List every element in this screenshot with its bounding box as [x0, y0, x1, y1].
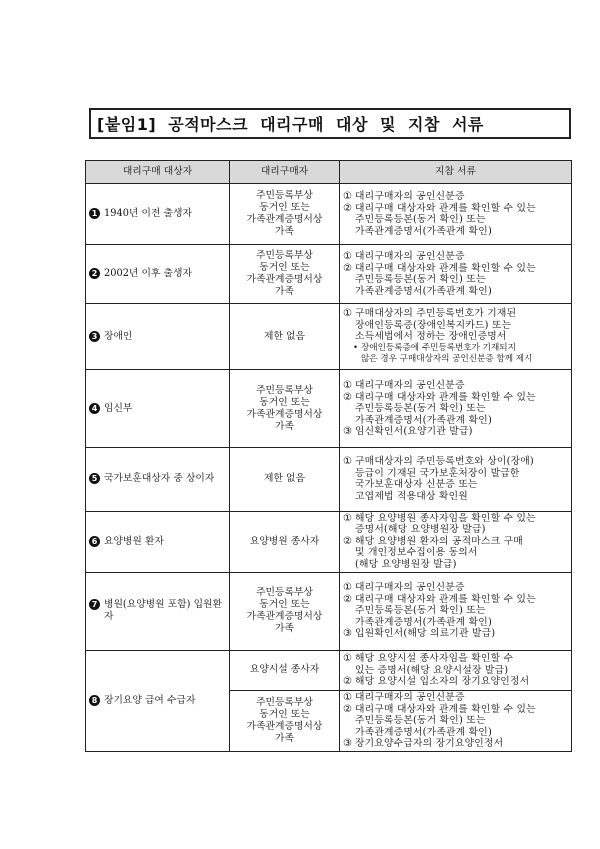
target-label: 2002년 이후 출생자	[104, 268, 192, 280]
doc-text: 및 개인정보수집이용 동의서	[355, 547, 478, 559]
header-agent: 대리구매자	[230, 161, 340, 184]
doc-line	[343, 274, 568, 286]
docs-cell	[340, 690, 572, 751]
doc-line	[343, 676, 568, 688]
doc-line	[343, 653, 568, 665]
target-label: 병원(요양병원 포함) 입원환자	[104, 599, 222, 623]
target-wrap	[89, 599, 226, 623]
target-label: 요양병원 환자	[104, 535, 164, 547]
doc-line	[343, 715, 568, 727]
doc-line	[343, 380, 568, 392]
doc-text: 가족관계증명서(가족관계 확인)	[355, 225, 492, 237]
doc-text: 입원확인서(해당 의료기관 발급)	[355, 628, 496, 640]
docs-cell	[340, 304, 572, 370]
doc-number: ①	[343, 251, 352, 263]
proxy-purchase-table	[85, 160, 572, 752]
table-row	[86, 245, 572, 304]
table-row	[86, 448, 572, 511]
docs-cell	[340, 370, 572, 448]
doc-line	[343, 491, 568, 503]
doc-text: 장애인등록증(장애인복지카드) 또는	[355, 319, 512, 331]
agent-line: 주민등록부상	[256, 384, 313, 396]
header-docs: 지참 서류	[340, 161, 572, 184]
doc-text: 대리구매자의 공인신분증	[355, 191, 465, 203]
agent-line: 요양병원 종사자	[249, 535, 320, 547]
table-body	[86, 184, 572, 752]
doc-note	[343, 354, 568, 365]
table-header-row	[86, 161, 572, 184]
agent-line: 주민등록부상	[256, 190, 313, 202]
doc-line	[343, 594, 568, 606]
doc-number: ②	[343, 703, 352, 715]
doc-text: 대리구매 대상자와 관계를 확인할 수 있는	[355, 262, 536, 274]
agent-cell	[230, 511, 340, 572]
note-bullet: •	[353, 342, 359, 353]
agent-line: 제한 없음	[264, 473, 305, 485]
doc-number: ①	[343, 653, 352, 665]
number-badge: 1	[89, 208, 100, 219]
doc-text: 대리구매 대상자와 관계를 확인할 수 있는	[355, 391, 536, 403]
doc-text: 대리구매자의 공인신분증	[355, 582, 465, 594]
doc-text: 장기요양수급자의 장기요양인정서	[355, 738, 504, 750]
target-cell	[86, 448, 230, 511]
doc-line	[343, 692, 568, 704]
doc-number: ①	[343, 380, 352, 392]
target-wrap	[89, 403, 226, 415]
doc-text: 대리구매 대상자와 관계를 확인할 수 있는	[355, 593, 536, 605]
table-row	[86, 370, 572, 448]
docs-cell	[340, 650, 572, 690]
doc-number: ①	[343, 692, 352, 704]
doc-number: ①	[343, 456, 352, 468]
doc-line	[343, 665, 568, 677]
doc-line	[343, 203, 568, 215]
target-cell	[86, 304, 230, 370]
doc-line	[343, 263, 568, 275]
doc-text: 해당 요양병원 환자의 공적마스크 구매	[355, 535, 523, 547]
doc-line	[343, 191, 568, 203]
docs-cell	[340, 184, 572, 245]
doc-number: ②	[343, 202, 352, 214]
doc-text: 등급이 기재된 국가보훈처장이 발급한	[355, 467, 520, 479]
number-badge: 6	[89, 536, 100, 547]
agent-line: 가족관계증명서상	[246, 611, 323, 623]
doc-number: ①	[343, 191, 352, 203]
doc-text: 구매대상자의 주민등록번호가 기재된	[355, 308, 517, 320]
doc-number: ②	[343, 676, 352, 688]
target-cell	[86, 184, 230, 245]
doc-line	[343, 226, 568, 238]
doc-line	[343, 738, 568, 750]
agent-cell	[230, 184, 340, 245]
doc-line	[343, 214, 568, 226]
doc-number: ②	[343, 535, 352, 547]
agent-line: 가족	[275, 732, 294, 744]
target-cell	[86, 511, 230, 572]
agent-cell	[230, 572, 340, 650]
doc-text: 주민등록등본(동거 확인) 또는	[355, 403, 486, 415]
doc-line	[343, 331, 568, 343]
target-label: 1940년 이전 출생자	[104, 208, 192, 220]
note-text: 않은 경우 구매대상자의 공인신분증 함께 제시	[361, 353, 533, 364]
docs-cell	[340, 511, 572, 572]
doc-line	[343, 536, 568, 548]
target-label: 임신부	[104, 402, 133, 414]
doc-number: ③	[343, 426, 352, 438]
agent-cell	[230, 370, 340, 448]
document-title: [붙임1] 공적마스크 대리구매 대상 및 지참 서류	[89, 108, 571, 139]
doc-line	[343, 468, 568, 480]
target-label: 국가보훈대상자 중 상이자	[104, 473, 215, 485]
doc-line	[343, 582, 568, 594]
doc-text: 구매대상자의 주민등록번호와 상이(장애)	[355, 456, 534, 468]
doc-number: ③	[343, 738, 352, 750]
doc-line	[343, 513, 568, 525]
number-badge: 2	[89, 268, 100, 279]
agent-line: 주민등록부상	[256, 696, 313, 708]
docs-cell	[340, 245, 572, 304]
doc-line	[343, 479, 568, 491]
doc-line	[343, 605, 568, 617]
doc-line	[343, 727, 568, 739]
doc-number: ①	[343, 308, 352, 320]
doc-line	[343, 704, 568, 716]
doc-text: (해당 요양병원장 발급)	[355, 558, 457, 570]
doc-number: ①	[343, 582, 352, 594]
target-wrap	[89, 473, 226, 485]
target-wrap	[89, 208, 226, 220]
doc-text: 대리구매자의 공인신분증	[355, 692, 465, 704]
target-label: 장애인	[104, 330, 133, 342]
target-wrap	[89, 536, 226, 548]
doc-text: 가족관계증명서(가족관계 확인)	[355, 616, 492, 628]
table-row	[86, 511, 572, 572]
doc-text: 가족관계증명서(가족관계 확인)	[355, 285, 492, 297]
doc-text: 해당 요양시설 입소자의 장기요양인정서	[355, 676, 530, 688]
table-row	[86, 304, 572, 370]
docs-cell	[340, 572, 572, 650]
target-wrap	[89, 268, 226, 280]
agent-line: 동거인 또는	[259, 262, 310, 274]
header-target: 대리구매 대상자	[86, 161, 230, 184]
target-wrap	[89, 331, 226, 343]
agent-cell	[230, 448, 340, 511]
doc-line	[343, 320, 568, 332]
agent-line: 주민등록부상	[256, 587, 313, 599]
number-badge: 7	[89, 599, 100, 610]
agent-cell	[230, 690, 340, 751]
doc-text: 대리구매 대상자와 관계를 확인할 수 있는	[355, 202, 536, 214]
number-badge: 3	[89, 331, 100, 342]
doc-line	[343, 415, 568, 427]
target-wrap	[89, 695, 226, 707]
agent-line: 주민등록부상	[256, 250, 313, 262]
doc-text: 해당 요양병원 종사자임을 확인할 수 있는	[355, 512, 536, 524]
target-label: 장기요양 급여 수급자	[104, 694, 196, 706]
agent-line: 제한 없음	[264, 330, 305, 342]
doc-text: 국가보훈대상자 신분증 또는	[355, 479, 478, 491]
doc-line	[343, 286, 568, 298]
doc-number: ①	[343, 512, 352, 524]
doc-text: 주민등록등본(동거 확인) 또는	[355, 605, 486, 617]
agent-line: 가족관계증명서상	[246, 408, 323, 420]
doc-text: 대리구매자의 공인신분증	[355, 380, 465, 392]
agent-line: 가족관계증명서상	[246, 720, 323, 732]
doc-text: 가족관계증명서(가족관계 확인)	[355, 414, 492, 426]
agent-line: 가족	[275, 226, 294, 238]
doc-text: 주민등록등본(동거 확인) 또는	[355, 715, 486, 727]
agent-line: 동거인 또는	[259, 708, 310, 720]
agent-line: 가족	[275, 286, 294, 298]
note-text: 장애인등록증에 주민등록번호가 기재되지	[361, 342, 516, 353]
docs-cell	[340, 448, 572, 511]
agent-line: 요양시설 종사자	[249, 664, 320, 676]
doc-text: 대리구매자의 공인신분증	[355, 251, 465, 263]
number-badge: 4	[89, 403, 100, 414]
doc-text: 고엽제법 적용대상 확인원	[355, 490, 468, 502]
doc-number: ③	[343, 628, 352, 640]
agent-cell	[230, 304, 340, 370]
doc-number: ②	[343, 391, 352, 403]
doc-text: 해당 요양시설 종사자임을 확인할 수	[355, 653, 514, 665]
number-badge: 8	[89, 695, 100, 706]
doc-note	[343, 343, 568, 354]
doc-line	[343, 524, 568, 536]
agent-cell	[230, 650, 340, 690]
target-cell	[86, 650, 230, 751]
agent-line: 가족관계증명서상	[246, 214, 323, 226]
doc-text: 가족관계증명서(가족관계 확인)	[355, 726, 492, 738]
doc-text: 증명서(해당 요양병원장 발급)	[355, 524, 486, 536]
target-cell	[86, 370, 230, 448]
agent-line: 가족	[275, 420, 294, 432]
doc-text: 소득세법에서 정하는 장애인증명서	[355, 331, 507, 343]
doc-text: 주민등록등본(동거 확인) 또는	[355, 214, 486, 226]
doc-text: 주민등록등본(동거 확인) 또는	[355, 274, 486, 286]
doc-line	[343, 617, 568, 629]
doc-line	[343, 426, 568, 438]
agent-cell	[230, 245, 340, 304]
doc-line	[343, 559, 568, 571]
agent-line: 가족관계증명서상	[246, 274, 323, 286]
table-row	[86, 572, 572, 650]
agent-line: 동거인 또는	[259, 599, 310, 611]
doc-line	[343, 547, 568, 559]
doc-line	[343, 403, 568, 415]
target-cell	[86, 245, 230, 304]
doc-line	[343, 628, 568, 640]
doc-text: 대리구매 대상자와 관계를 확인할 수 있는	[355, 703, 536, 715]
table-row	[86, 184, 572, 245]
agent-line: 가족	[275, 623, 294, 635]
doc-line	[343, 456, 568, 468]
doc-number: ②	[343, 593, 352, 605]
table-row	[86, 650, 572, 690]
target-cell	[86, 572, 230, 650]
doc-text: 있는 증명서(해당 요양시설장 발급)	[355, 664, 509, 676]
doc-line	[343, 392, 568, 404]
doc-text: 임신확인서(요양기관 발급)	[355, 426, 473, 438]
agent-line: 동거인 또는	[259, 202, 310, 214]
doc-number: ②	[343, 262, 352, 274]
agent-line: 동거인 또는	[259, 396, 310, 408]
doc-line	[343, 251, 568, 263]
number-badge: 5	[89, 473, 100, 484]
doc-line	[343, 308, 568, 320]
